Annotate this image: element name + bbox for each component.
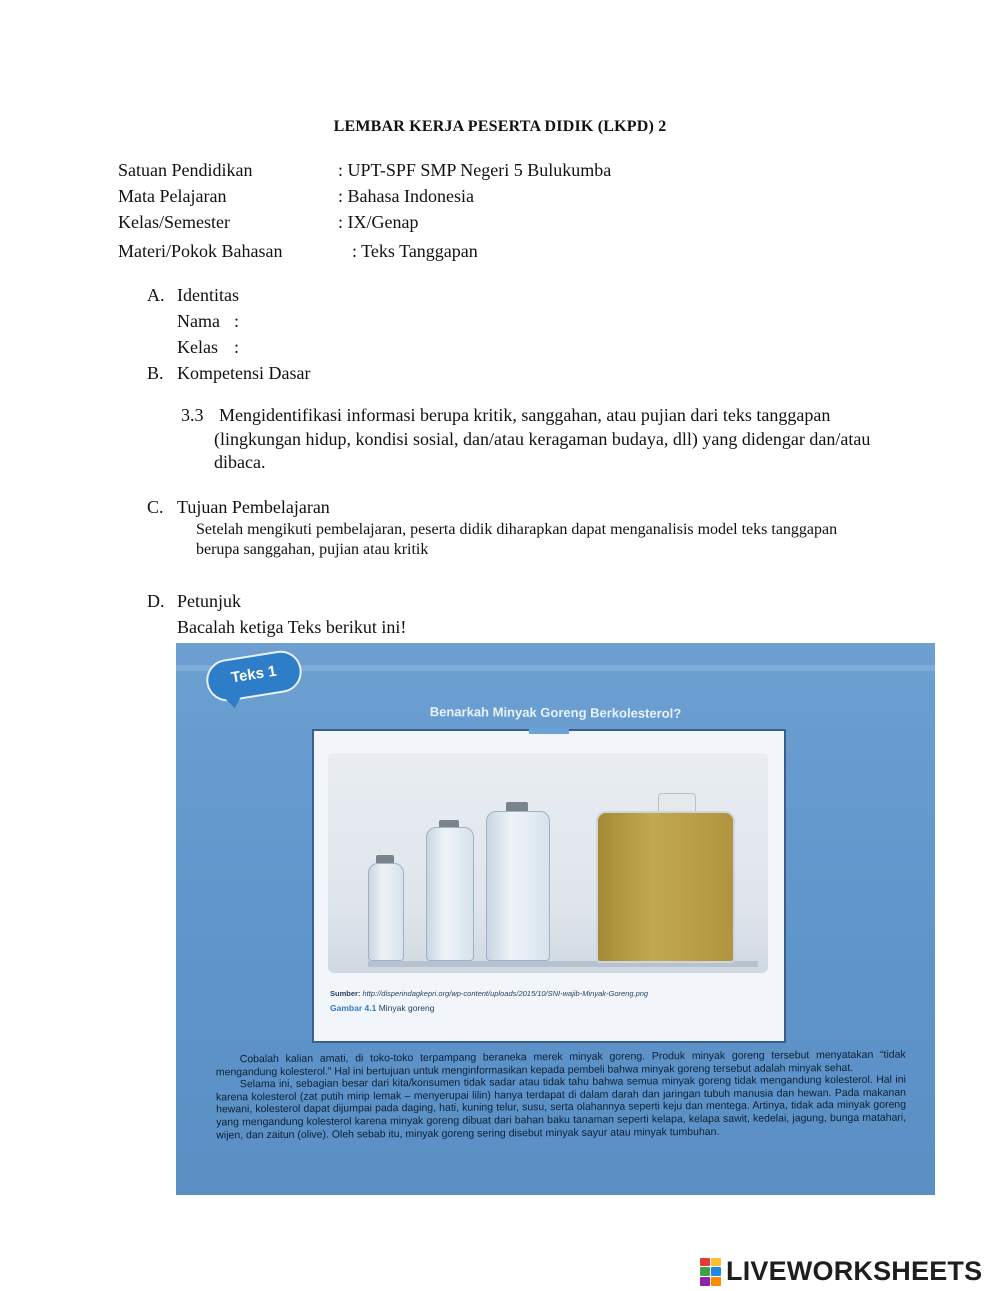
info-label: Materi/Pokok Bahasan xyxy=(118,241,283,261)
kd-line-3: dibaca. xyxy=(214,452,266,472)
section-d-title: Petunjuk xyxy=(177,591,242,611)
teks-paragraphs xyxy=(216,1049,907,1142)
paragraph-1: Cobalah kalian amati, di toko-toko terpampang beraneka merek minyak goreng. Produk minyak goreng tersebut menyatakan “tidak mengandung kolesterol.” Hal ini bertujuan untuk menginformasikan kepada pembeli bahwa minyak goreng tersebut adalah minyak sehat. xyxy=(215,1048,906,1079)
caption-text: Minyak goreng xyxy=(378,1003,435,1013)
info-label: Satuan Pendidikan xyxy=(118,160,253,180)
section-b-marker: B. xyxy=(147,363,164,383)
oil-jerrycan xyxy=(596,811,735,963)
nama-colon: : xyxy=(234,311,240,331)
text-heading: Benarkah Minyak Goreng Berkolesterol? xyxy=(429,704,682,721)
kelas-label: Kelas xyxy=(177,337,218,357)
image-source xyxy=(330,989,648,998)
textbook-photo xyxy=(176,643,935,1195)
kd-line-2: (lingkungan hidup, kondisi sosial, dan/atau keragaman budaya, dll) yang didengar dan/atau xyxy=(214,429,871,449)
oil-bottle-medium xyxy=(426,827,474,961)
info-value: : Teks Tanggapan xyxy=(352,241,478,261)
caption-number: Gambar 4.1 xyxy=(330,1003,377,1013)
paragraph-2: Selama ini, sebagian besar dari kita/konsumen tidak sadar atau tidak tahu bahwa semua minyak goreng tidak mengandung kolesterol. Hal ini karena kolesterol (zat putih mirip lemak – menyerupai lilin) hanya terdapat di dalam darah dan jaringan tubuh manusia dan hewan. Pada makanan hewani, kolesterol dapat dijumpai pada daging, hati, kuning telur, susu, serta olahannya seperti keju dan mentega. Artinya, tidak ada minyak goreng yang mengandung kolesterol karena minyak goreng dibuat dari bahan baku tanaman seperti kelapa, kelapa sawit, kedelai, jagung, bunga matahari, wijen, dan zaitun (olive). Oleh sebab itu, minyak goreng sering disebut minyak sayur atau minyak tumbuhan. xyxy=(215,1073,907,1141)
section-a-title: Identitas xyxy=(177,285,239,305)
oil-bottle-small xyxy=(368,863,404,961)
nama-label: Nama xyxy=(177,311,220,331)
source-label: Sumber: xyxy=(330,989,361,998)
info-label: Kelas/Semester xyxy=(118,212,230,232)
logo-mark-icon xyxy=(700,1258,720,1284)
frame-tab xyxy=(529,728,569,734)
section-c-title: Tujuan Pembelajaran xyxy=(177,497,330,517)
teks-badge: Teks 1 xyxy=(203,648,304,705)
tujuan-line-1: Setelah mengikuti pembelajaran, peserta didik diharapkan dapat menganalisis model teks tanggapan xyxy=(196,521,838,538)
section-a-marker: A. xyxy=(147,285,165,305)
kelas-colon: : xyxy=(234,337,240,357)
section-b-title: Kompetensi Dasar xyxy=(177,363,311,383)
info-value: : IX/Genap xyxy=(338,212,419,232)
worksheet-title: LEMBAR KERJA PESERTA DIDIK (LKPD) 2 xyxy=(333,118,667,135)
kd-number: 3.3 xyxy=(181,405,204,425)
section-c-marker: C. xyxy=(147,497,164,517)
tujuan-line-2: berupa sanggahan, pujian atau kritik xyxy=(196,541,429,558)
image-frame xyxy=(312,729,786,1043)
info-value: : Bahasa Indonesia xyxy=(338,186,474,206)
image-caption xyxy=(330,1003,434,1013)
logo-text: LIVEWORKSHEETS xyxy=(726,1255,983,1286)
info-value: : UPT-SPF SMP Negeri 5 Bulukumba xyxy=(338,160,612,180)
section-d-marker: D. xyxy=(147,591,165,611)
liveworksheets-logo xyxy=(700,1256,982,1286)
kd-line-1: Mengidentifikasi informasi berupa kritik, sanggahan, atau pujian dari teks tanggapan xyxy=(219,405,831,425)
petunjuk-instruction: Bacalah ketiga Teks berikut ini! xyxy=(177,617,407,637)
info-label: Mata Pelajaran xyxy=(118,186,227,206)
source-url: http://disperindagkepri.org/wp-content/uploads/2015/10/SNI-wajib-Minyak-Goreng.png xyxy=(362,989,649,998)
oil-bottle-large xyxy=(486,811,550,961)
oil-bottles-image xyxy=(328,753,768,973)
